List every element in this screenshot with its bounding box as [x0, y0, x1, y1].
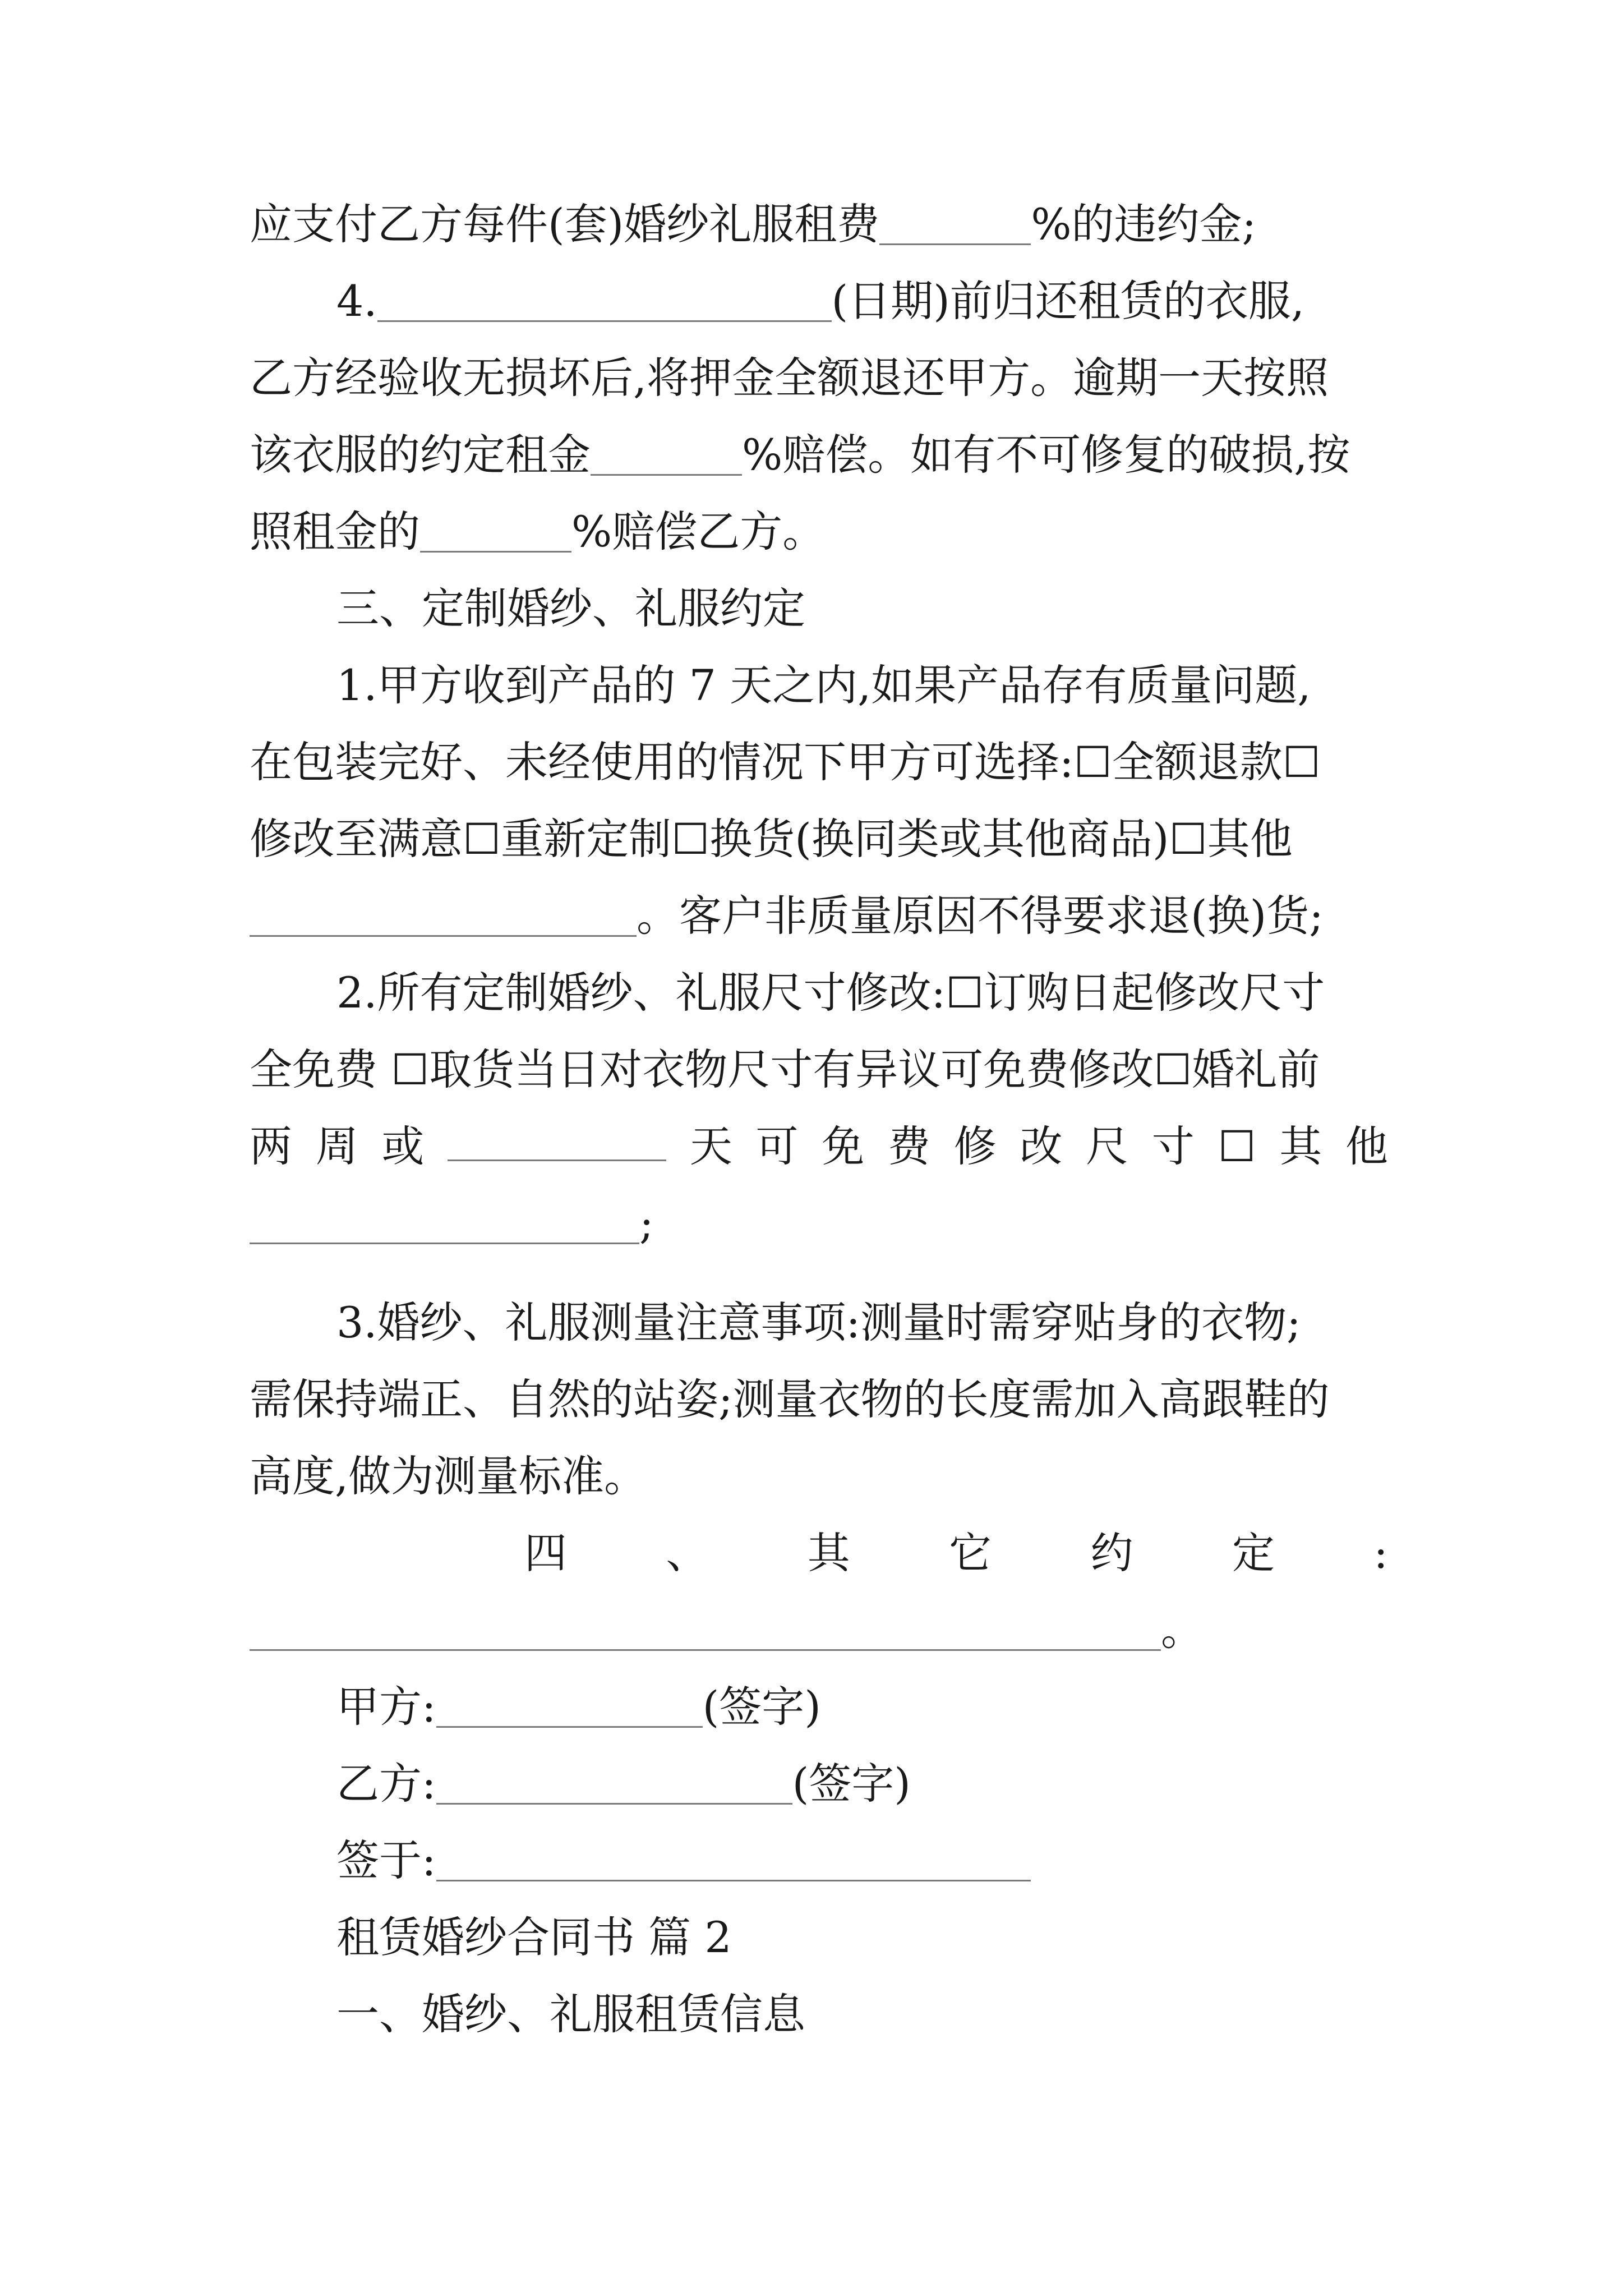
- text-line: 在包装完好、未经使用的情况下甲方可选择:☐全额退款☐: [250, 737, 1321, 787]
- text-line: 高度,做为测量标准。: [250, 1451, 647, 1501]
- fill-blank[interactable]: [250, 1204, 639, 1244]
- fill-blank[interactable]: [591, 436, 742, 476]
- signature-place-blank[interactable]: [436, 1842, 1031, 1881]
- text-line: 需保持端正、自然的站姿;测量衣物的长度需加入高跟鞋的: [250, 1374, 1330, 1424]
- text-line: 3.婚纱、礼服测量注意事项:测量时需穿贴身的衣物;: [336, 1297, 1301, 1347]
- fill-blank[interactable]: [250, 1611, 1161, 1651]
- text-line: 1.甲方收到产品的 7 天之内,如果产品存有质量问题,: [336, 660, 1311, 710]
- date-blank[interactable]: [377, 282, 832, 322]
- fill-blank[interactable]: [250, 897, 637, 937]
- text-line: 。客户非质量原因不得要求退(换)货;: [250, 882, 1324, 950]
- fill-blank[interactable]: [448, 1121, 666, 1161]
- text-line: 2.所有定制婚纱、礼服尺寸修改:☐订购日起修改尺寸: [336, 968, 1325, 1018]
- text-line: 乙方经验收无损坏后,将押金全额退还甲方。逾期一天按照: [250, 353, 1329, 403]
- text-line: 照租金的 %赔偿乙方。: [250, 507, 826, 556]
- section-heading: 一、婚纱、礼服租赁信息: [336, 1989, 805, 2039]
- signature-party-a: 甲方: (签字): [336, 1682, 821, 1732]
- section-title: 租赁婚纱合同书 篇 2: [336, 1912, 732, 1962]
- fill-blank[interactable]: [420, 513, 571, 553]
- section-heading-justified: 四 、 其 它 约 定 :: [524, 1528, 1388, 1578]
- signature-place: 签于:: [336, 1827, 1031, 1894]
- text-line: ;: [250, 1190, 654, 1257]
- text-line: 该衣服的约定租金 %赔偿。如有不可修复的破损,按: [250, 430, 1350, 480]
- text-line-justified: 两 周 或 天 可 免 费 修 改 尺 寸 ☐ 其 他: [250, 1121, 1388, 1171]
- text-line: 全免费 ☐取货当日对衣物尺寸有异议可免费修改☐婚礼前: [250, 1045, 1320, 1094]
- signature-blank-a[interactable]: [436, 1688, 703, 1728]
- signature-party-b: 乙方: (签字): [336, 1759, 911, 1809]
- text-line: 。: [250, 1596, 1204, 1664]
- signature-blank-b[interactable]: [436, 1765, 792, 1805]
- fill-blank[interactable]: [879, 205, 1031, 245]
- text-line: 4. (日期)前归还租赁的衣服,: [336, 276, 1304, 326]
- text-line: 应支付乙方每件(套)婚纱礼服租费 %的违约金;: [250, 199, 1257, 249]
- text-line: 修改至满意☐重新定制☐换货(换同类或其他商品)☐其他: [250, 814, 1293, 864]
- section-heading: 三、定制婚纱、礼服约定: [336, 583, 805, 633]
